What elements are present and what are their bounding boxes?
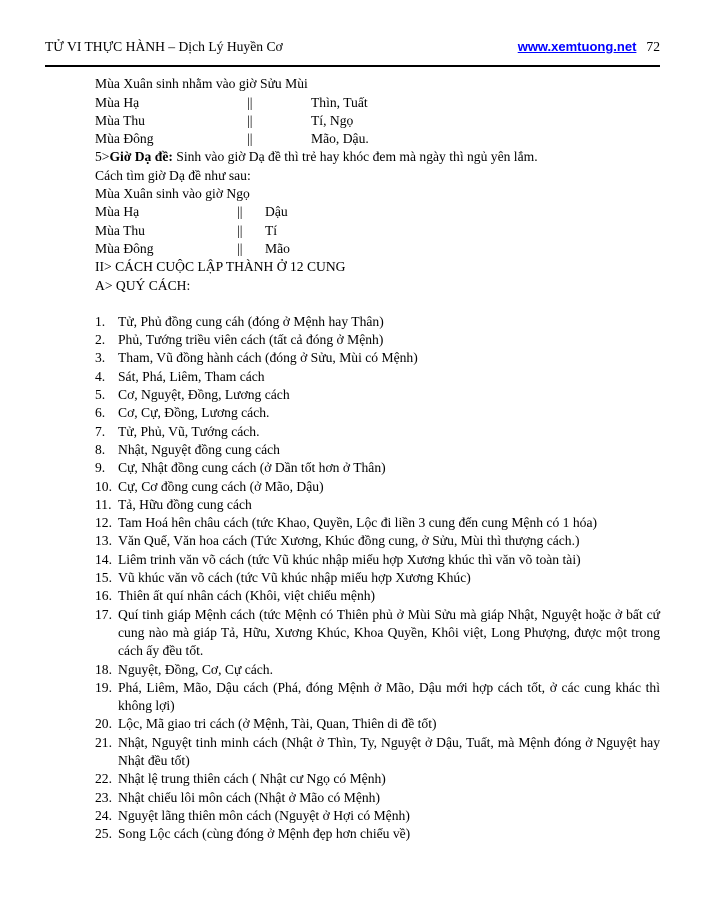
list-item-text: Nhật, Nguyệt đồng cung cách — [118, 441, 280, 457]
list-item — [95, 496, 660, 514]
page-header — [45, 38, 660, 67]
list-item-number: 25. — [95, 826, 112, 842]
list-item-number: 6. — [95, 405, 106, 421]
list-item-text: Liêm trinh văn võ cách (tức Vũ khúc nhập miếu hợp Xương khúc thì văn võ toàn tài) — [118, 551, 581, 567]
list-item-number: 22. — [95, 771, 112, 787]
da-de-rest: Sinh vào giờ Dạ đề thì trẻ hay khóc đem mà ngày thì ngủ yên lắm. — [172, 149, 538, 165]
list-item-number: 23. — [95, 789, 112, 805]
list-item-text: Tham, Vũ đồng hành cách (đóng ở Sửu, Mùi có Mệnh) — [118, 350, 418, 366]
season-table-1 — [95, 94, 660, 149]
list-item — [95, 368, 660, 386]
list-item — [95, 679, 660, 716]
season-intro-1: Mùa Xuân sinh nhằm vào giờ Sửu Mùi — [95, 76, 308, 92]
season-label: Mùa Thu — [95, 112, 145, 128]
list-item-text: Văn Quế, Văn hoa cách (Tức Xương, Khúc đồng cung, ở Sửu, Mùi thì thượng cách.) — [118, 533, 580, 549]
list-item — [95, 423, 660, 441]
list-item-number: 1. — [95, 313, 106, 329]
list-item — [95, 734, 660, 771]
list-item-number: 18. — [95, 661, 112, 677]
list-item — [95, 825, 660, 843]
season-row — [95, 203, 660, 221]
list-item-number: 7. — [95, 423, 106, 439]
list-item — [95, 569, 660, 587]
list-item-number: 8. — [95, 441, 106, 457]
list-item-number: 12. — [95, 515, 112, 531]
season-row — [95, 94, 660, 112]
list-item-text: Cơ, Nguyệt, Đồng, Lương cách — [118, 387, 290, 403]
list-item — [95, 587, 660, 605]
paragraph-da-de — [95, 148, 660, 166]
season-intro-2: Mùa Xuân sinh vào giờ Ngọ — [95, 186, 250, 202]
list-item-text: Tam Hoá hên châu cách (tức Khao, Quyền, Lộc đi liền 3 cung đến cung Mệnh có 1 hóa) — [118, 515, 598, 531]
list-item — [95, 532, 660, 550]
season-value: Dậu — [265, 204, 288, 220]
season-value: Tí — [265, 222, 278, 238]
list-item — [95, 349, 660, 367]
season-row — [95, 130, 660, 148]
list-item — [95, 715, 660, 733]
list-item-text: Phá, Liêm, Mão, Dậu cách (Phá, đóng Mệnh ở Mão, Dậu mới hợp cách tốt, ở các cung khác thì không lợi) — [118, 679, 660, 714]
season-table-2 — [95, 203, 660, 258]
list-item-text: Nguyệt, Đồng, Cơ, Cự cách. — [118, 661, 274, 677]
list-item-text: Tả, Hữu đồng cung cách — [118, 496, 252, 512]
list-item-number: 13. — [95, 533, 112, 549]
season-row — [95, 112, 660, 130]
list-item-text: Vũ khúc văn võ cách (tức Vũ khúc nhập miếu hợp Xương Khúc) — [118, 570, 471, 586]
list-item-text: Nhật lệ trung thiên cách ( Nhật cư Ngọ có Mệnh) — [118, 771, 386, 787]
paragraph-cach-tim: Cách tìm giờ Dạ đề như sau: — [95, 167, 251, 183]
list-item — [95, 441, 660, 459]
page-body — [95, 75, 660, 843]
list-item — [95, 661, 660, 679]
list-item-text: Nhật, Nguyệt tinh minh cách (Nhật ở Thìn, Ty, Nguyệt ở Dậu, Tuất, mà Mệnh đóng ở Nguyệt hay Nhật đều tốt) — [118, 734, 660, 768]
header-right — [518, 38, 660, 56]
list-item-number: 21. — [95, 734, 112, 750]
da-de-prefix: 5> — [95, 149, 110, 165]
list-item-number: 16. — [95, 588, 112, 604]
list-item-number: 4. — [95, 368, 106, 384]
list-item-text: Quí tinh giáp Mệnh cách (tức Mệnh có Thiên phủ ở Mùi Sửu mà giáp Nhật, Nguyệt hoặc ở bất cứ cung nào mà giáp Tả, Hữu, Xương Khúc, Khoa Quyền, Khôi việt, Long Phượng, được một trong cách ấy đều tốt. — [118, 606, 660, 659]
list-item — [95, 386, 660, 404]
list-item-number: 2. — [95, 332, 106, 348]
season-label: Mùa Hạ — [95, 204, 140, 220]
list-item — [95, 770, 660, 788]
subsection-heading: A> QUÝ CÁCH: — [95, 277, 191, 293]
season-sep: || — [237, 204, 243, 220]
list-item — [95, 331, 660, 349]
season-value: Mão, Dậu. — [311, 131, 369, 147]
list-item — [95, 514, 660, 532]
list-item-text: Cự, Nhật đồng cung cách (ở Dần tốt hơn ở Thân) — [118, 460, 386, 476]
season-sep: || — [247, 131, 253, 147]
list-item — [95, 807, 660, 825]
list-item — [95, 606, 660, 661]
list-item-text: Tử, Phủ, Vũ, Tướng cách. — [118, 423, 260, 439]
season-label: Mùa Hạ — [95, 94, 140, 110]
list-item-text: Nguyệt lãng thiên môn cách (Nguyệt ở Hợi có Mệnh) — [118, 807, 410, 823]
list-item-number: 19. — [95, 679, 112, 695]
list-item-text: Nhật chiếu lôi môn cách (Nhật ở Mão có Mệnh) — [118, 789, 380, 805]
season-sep: || — [247, 112, 253, 128]
website-link[interactable]: www.xemtuong.net — [517, 39, 637, 54]
da-de-bold-label: Giờ Dạ đề: — [109, 149, 173, 165]
list-item-text: Lộc, Mã giao tri cách (ở Mệnh, Tài, Quan, Thiên di đề tốt) — [118, 716, 437, 732]
list-item — [95, 404, 660, 422]
list-item-number: 9. — [95, 460, 106, 476]
season-label: Mùa Đông — [95, 131, 154, 147]
list-item — [95, 459, 660, 477]
list-item-text: Thiên ất quí nhân cách (Khôi, việt chiếu mệnh) — [118, 588, 376, 604]
book-title: TỬ VI THỰC HÀNH – Dịch Lý Huyền Cơ — [45, 39, 283, 54]
season-label: Mùa Đông — [95, 240, 154, 256]
list-item-number: 24. — [95, 807, 112, 823]
list-item-number: 10. — [95, 478, 112, 494]
list-item-number: 15. — [95, 570, 112, 586]
list-item — [95, 478, 660, 496]
list-item-text: Tử, Phủ đồng cung cáh (đóng ở Mệnh hay Thân) — [118, 313, 384, 329]
list-item-number: 17. — [95, 606, 112, 622]
list-item-text: Cơ, Cự, Đồng, Lương cách. — [118, 405, 270, 421]
section-heading: II> CÁCH CUỘC LẬP THÀNH Ở 12 CUNG — [95, 259, 346, 275]
season-row — [95, 240, 660, 258]
season-value: Mão — [265, 240, 290, 256]
season-row — [95, 222, 660, 240]
list-item — [95, 789, 660, 807]
list-item-number: 3. — [95, 350, 106, 366]
season-value: Thìn, Tuất — [311, 94, 368, 110]
quy-cach-list — [95, 313, 660, 844]
season-label: Mùa Thu — [95, 222, 145, 238]
list-item-number: 20. — [95, 716, 112, 732]
list-item — [95, 551, 660, 569]
list-item-text: Cự, Cơ đồng cung cách (ở Mão, Dậu) — [118, 478, 324, 494]
list-item-number: 11. — [95, 496, 112, 512]
list-item-text: Sát, Phá, Liêm, Tham cách — [118, 368, 265, 384]
season-sep: || — [247, 94, 253, 110]
page-number: 72 — [646, 39, 660, 54]
list-item — [95, 313, 660, 331]
list-item-text: Phủ, Tướng triều viên cách (tất cả đóng ở Mệnh) — [118, 332, 384, 348]
season-sep: || — [237, 222, 243, 238]
list-item-text: Song Lộc cách (cùng đóng ở Mệnh đẹp hơn chiếu về) — [118, 826, 411, 842]
season-sep: || — [237, 240, 243, 256]
list-item-number: 14. — [95, 551, 112, 567]
list-item-number: 5. — [95, 387, 106, 403]
season-value: Tí, Ngọ — [311, 112, 354, 128]
